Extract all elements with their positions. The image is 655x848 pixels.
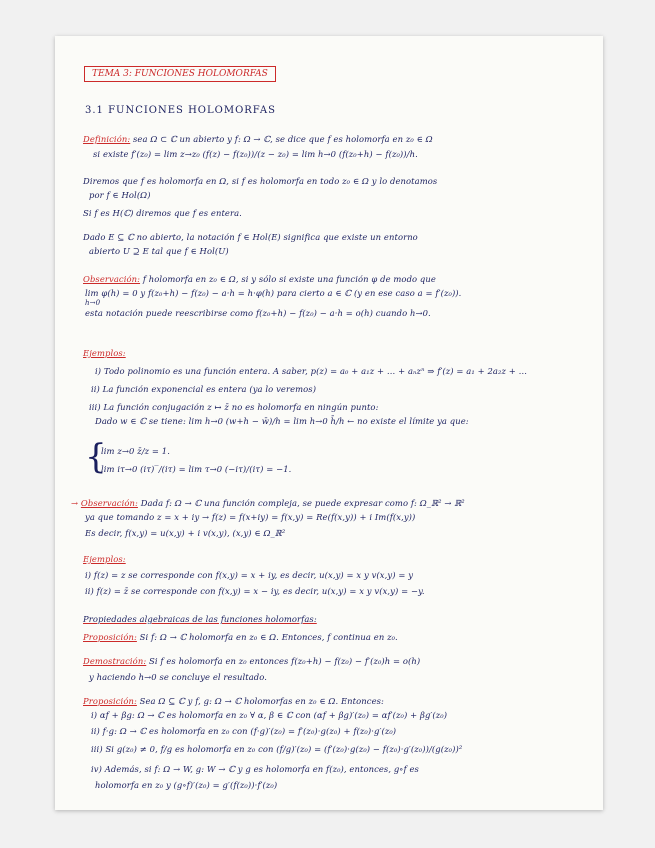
observation-2-line-3: Es decir, f(x,y) = u(x,y) + i v(x,y), (x,y) ∈ Ω_ℝ²: [85, 528, 286, 538]
property-iii: iii) Si g(z₀) ≠ 0, f/g es holomorfa en z₀ con (f/g)′(z₀) = (f′(z₀)·g(z₀) − f(z₀)·g′(z₀))/(g(z₀))²: [91, 744, 463, 754]
section-heading: 3.1 FUNCIONES HOLOMORFAS: [85, 105, 276, 116]
observation-2-text-1: Dada f: Ω → ℂ una función compleja, se puede expresar como f: Ω_ℝ² → ℝ²: [140, 498, 465, 508]
bullet-holomorfa-omega: Diremos que f es holomorfa en Ω, si f es holomorfa en todo z₀ ∈ Ω y lo denotamos: [83, 176, 438, 186]
example-1-ii: ii) La función exponencial es entera (ya lo veremos): [91, 384, 317, 394]
observation-2-label: Observación:: [80, 498, 138, 508]
observation-1-line-4: esta notación puede reescribirse como f(z₀+h) − f(z₀) − a·h = o(h) cuando h→0.: [85, 308, 431, 318]
bullet-entera: Si f es H(ℂ) diremos que f es entera.: [83, 208, 242, 218]
observation-1-line-2: lim φ(h) = 0 y f(z₀+h) − f(z₀) − a·h = h·φ(h) para cierto a ∈ ℂ (y en ese caso a = f′(z₀)).: [85, 288, 462, 298]
observation-2-line-1: [71, 498, 465, 508]
proposition-2-label: Proposición:: [83, 696, 137, 706]
definition-line-2: si existe f′(z₀) = lim z→z₀ (f(z) − f(z₀))/(z − z₀) = lim h→0 (f(z₀+h) − f(z₀))/h.: [93, 149, 418, 159]
observation-1-line-1: [83, 274, 436, 284]
example-2-i: i) f(z) = z se corresponde con f(x,y) = x + iy, es decir, u(x,y) = x y v(x,y) = y: [85, 570, 414, 580]
proof-line-2: y haciendo h→0 se concluye el resultado.: [89, 672, 268, 682]
property-iv-cont: holomorfa en z₀ y (g∘f)′(z₀) = g′(f(z₀))·f′(z₀): [95, 780, 278, 790]
property-ii: ii) f·g: Ω → ℂ es holomorfa en z₀ con (f·g)′(z₀) = f′(z₀)·g(z₀) + f(z₀)·g′(z₀): [91, 726, 397, 736]
bullet-hol-notation: por f ∈ Hol(Ω): [89, 190, 151, 200]
notebook-page: [55, 36, 603, 810]
cases-brace: {: [85, 437, 107, 477]
proposition-1-label: Proposición:: [83, 632, 137, 642]
observation-1-limit-sub: h→0: [85, 299, 101, 307]
definition-text-1: sea Ω ⊂ ℂ un abierto y f: Ω → ℂ, se dice que f es holomorfa en z₀ ∈ Ω: [133, 134, 433, 144]
definition-line-1: [83, 134, 433, 144]
proof-text-1: Si f es holomorfa en z₀ entonces f(z₀+h) − f(z₀) − f′(z₀)h = o(h): [149, 656, 421, 666]
examples-1-label: Ejemplos:: [83, 348, 126, 358]
property-i: i) αf + βg: Ω → ℂ es holomorfa en z₀ ∀ α, β ∈ ℂ con (αf + βg)′(z₀) = αf′(z₀) + βg′(z₀): [91, 710, 448, 720]
page-title: TEMA 3: FUNCIONES HOLOMORFAS: [84, 66, 276, 82]
example-2-ii: ii) f(z) = z̄ se corresponde con f(x,y) = x − iy, es decir, u(x,y) = x y v(x,y) = −y.: [85, 586, 425, 596]
observation-2-line-2: ya que tomando z = x + iy → f(z) = f(x+iy) = f(x,y) = Re(f(x,y)) + i Im(f(x,y)): [85, 512, 416, 522]
proposition-1-line: [83, 632, 398, 642]
examples-2-label: Ejemplos:: [83, 554, 126, 564]
observation-1-label: Observación:: [83, 274, 141, 284]
observation-1-text-1: f holomorfa en z₀ ∈ Ω, si y sólo si existe una función φ de modo que: [142, 274, 436, 284]
case-imaginary-axis: lim iτ→0 (iτ)‾/(iτ) = lim τ→0 (−iτ)/(iτ) = −1.: [101, 464, 292, 474]
proposition-2-line: [83, 696, 384, 706]
property-iv: iv) Además, si f: Ω → W, g: W → ℂ y g es holomorfa en f(z₀), entonces, g∘f es: [91, 764, 419, 774]
arrow-icon: →: [71, 498, 79, 508]
case-real-axis: lim z→0 z̄/z = 1.: [101, 446, 170, 456]
properties-heading: Propiedades algebraicas de las funciones holomorfas:: [83, 614, 317, 624]
example-1-iii: iii) La función conjugación z ↦ z̄ no es holomorfa en ningún punto:: [89, 402, 379, 412]
proof-label: Demostración:: [83, 656, 147, 666]
definition-label: Definición:: [83, 134, 131, 144]
proof-line-1: [83, 656, 420, 666]
example-1-i: i) Todo polinomio es una función entera. A saber, p(z) = a₀ + a₁z + … + aₙzⁿ ⇒ f′(z) = a₁ + 2a₂z + …: [95, 366, 528, 376]
bullet-hol-u: abierto U ⊇ E tal que f ∈ Hol(U): [89, 246, 229, 256]
bullet-hol-e: Dado E ⊆ ℂ no abierto, la notación f ∈ Hol(E) significa que existe un entorno: [83, 232, 418, 242]
example-1-iii-detail: Dado w ∈ ℂ se tiene: lim h→0 (w+h − w̄)/h = lim h→0 h̄/h ← no existe el límite ya que:: [95, 416, 469, 426]
proposition-2-text: Sea Ω ⊆ ℂ y f, g: Ω → ℂ holomorfas en z₀ ∈ Ω. Entonces:: [139, 696, 384, 706]
proposition-1-text: Si f: Ω → ℂ holomorfa en z₀ ∈ Ω. Entonces, f continua en z₀.: [139, 632, 398, 642]
